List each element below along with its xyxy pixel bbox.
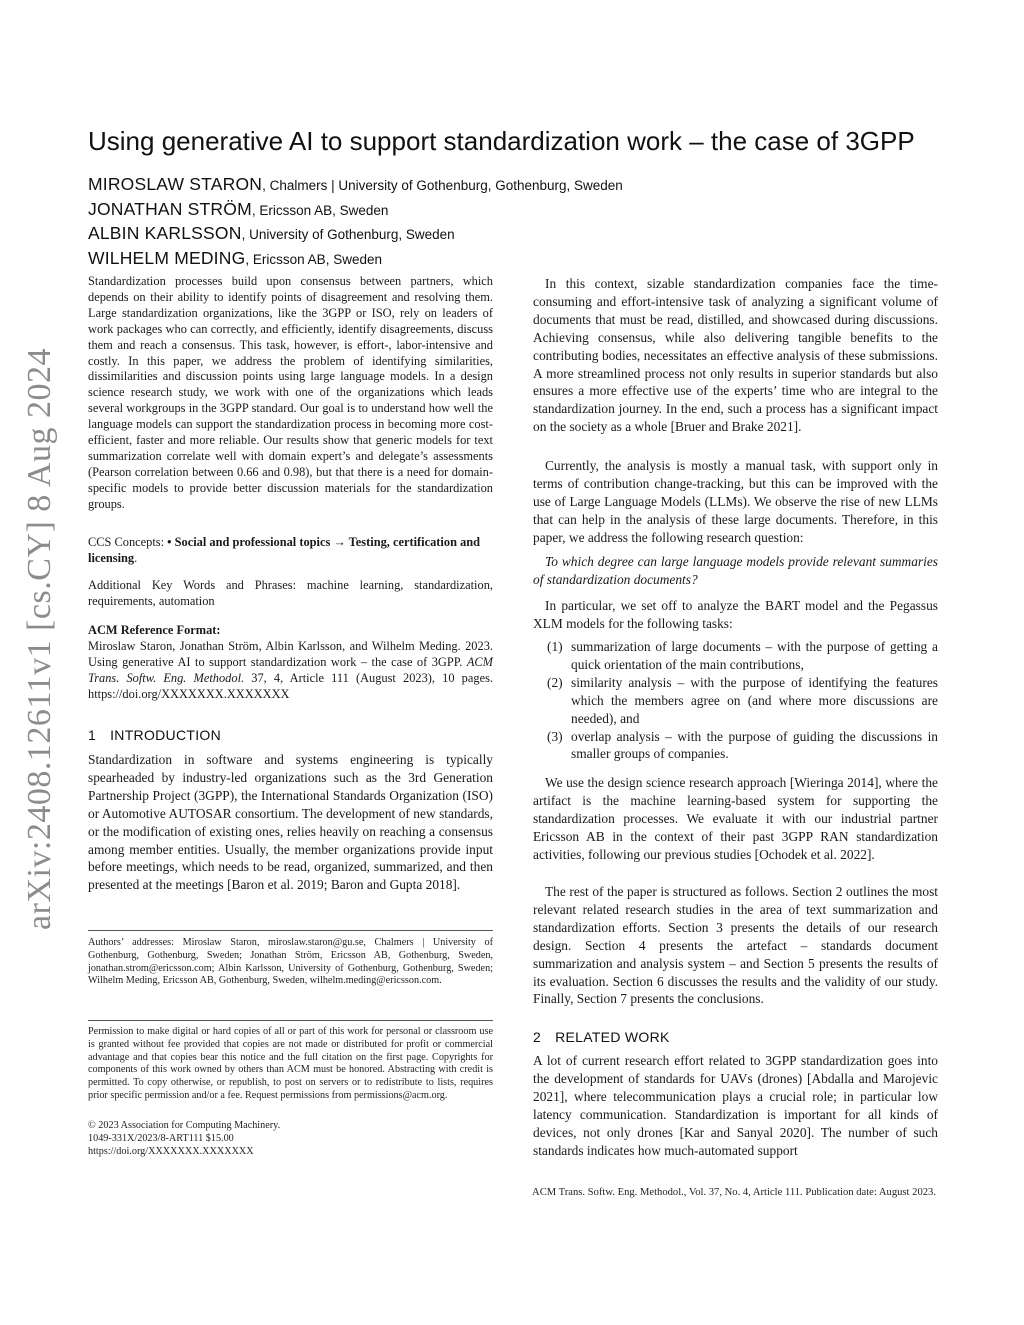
issn-line: 1049-331X/2023/8-ART111 $15.00 bbox=[88, 1133, 234, 1144]
task-number: (2) bbox=[547, 674, 563, 690]
task-item bbox=[533, 638, 938, 674]
task-item bbox=[533, 674, 938, 728]
task-number: (1) bbox=[547, 639, 563, 654]
body-paragraph: The rest of the paper is structured as follows. Section 2 outlines the most relevant related research studies in the area of text summarization and standardization efforts. Section 3 presents the details of our research design. Section 4 presents the artefact – standards document summarization and analysis system – and Section 5 presents the results of its evaluation. Section 6 discusses the results and the validity of our study. Finally, Section 7 presents the conclusions. bbox=[533, 884, 938, 1007]
task-number: (3) bbox=[547, 728, 563, 744]
author-affiliation: , Chalmers | University of Gothenburg, Gothenburg, Sweden bbox=[262, 178, 623, 193]
author-entry bbox=[88, 173, 968, 198]
body-paragraph: Currently, the analysis is mostly a manual task, with support only in terms of contribution change-tracking, but this can be improved with the use of Large Language Models (LLMs). We observe the rise of new LLMs that can help in the analysis of these large documents. Therefore, in this paper, we address the following research question: bbox=[533, 458, 938, 545]
ccs-concepts bbox=[88, 535, 493, 567]
section-heading-introduction bbox=[88, 726, 221, 744]
author-affiliation: , Ericsson AB, Sweden bbox=[251, 202, 389, 218]
permission-divider bbox=[88, 1020, 493, 1021]
task-text: similarity analysis – with the purpose of identifying the features which the members agree on (and where more discussions are needed), and bbox=[571, 674, 938, 726]
introduction-paragraph: Standardization in software and systems engineering is typically spearheaded by industry-led organizations such as the 3rd Generation Partnership Project (3GPP), the International Standards Organization (ISO) or Automotive AUTOSAR consortium. The development of new standards, or the modification of existing ones, relies heavily on reaching a consensus among member entities. Usually, the member organizations provide input before meetings, which needs to be read, organized, summarized, and then presented at the meetings [Baron et al. 2019; Baron and Gupta 2018]. bbox=[88, 752, 493, 893]
arxiv-identifier: arXiv:2408.12611v1 [cs.CY] 8 Aug 2024 bbox=[21, 348, 58, 930]
ccs-end: . bbox=[134, 550, 138, 565]
author-name: ALBIN KARLSSON bbox=[88, 223, 242, 243]
related-work-paragraph: A lot of current research effort related to 3GPP standardization goes into the development of standards for UAVs (drones) [Abdalla and Marojevic 2021], where telecommunication plays a crucial role; in particular low latency communication. Standardization is important for all kinds of devices, not only drones [Kar and Sanyal 2020]. The number of such standards indicates how much-automated support bbox=[533, 1053, 938, 1158]
ccs-concept: • Social and professional topics → Testing, certification and licensing bbox=[88, 535, 481, 565]
body-paragraph: In this context, sizable standardization companies face the time-consuming and effort-intensive task of analyzing a significant volume of documents that must be read, distilled, and showcased during discussions. Achieving consensus, while also delivering tangible benefits to the contributing bodies, necessitates an effective analysis of these submissions. A more streamlined process not only results in superior standards but also ensures a more effective use of the experts’ time who are integral to the standardization journey. In the end, such a process has a significant impact on the society as a whole [Bruer and Brake 2021]. bbox=[533, 276, 938, 435]
research-question: To which degree can large language models provide relevant summaries of standardization documents? bbox=[533, 554, 938, 587]
section-title: INTRODUCTION bbox=[110, 727, 222, 743]
ccs-label: CCS Concepts: bbox=[88, 535, 168, 549]
acm-reference-heading: ACM Reference Format: bbox=[88, 623, 221, 637]
acm-reference-text: Miroslaw Staron, Jonathan Ström, Albin Karlsson, and Wilhelm Meding. 2023. Using generative AI to support standardization work – the case of 3GPP. bbox=[88, 639, 493, 669]
author-entry bbox=[88, 198, 968, 223]
section-title: RELATED WORK bbox=[555, 1029, 670, 1045]
section-number: 2 bbox=[533, 1029, 542, 1045]
paper-title: Using generative AI to support standardization work – the case of 3GPP bbox=[88, 126, 915, 156]
footnote-divider bbox=[88, 930, 493, 931]
permission-notice: Permission to make digital or hard copies of all or part of this work for personal or classroom use is granted without fee provided that copies are not made or distributed for profit or commercial advantage and that copies bear this notice and the full citation on the first page. Copyrights for components of this work owned by others than ACM must be honored. Abstracting with credit is permitted. To copy otherwise, or republish, to post on servers or to redistribute to lists, requires prior specific permission and/or a fee. Request permissions from permissions@acm.org. bbox=[88, 1026, 493, 1101]
author-affiliation: , University of Gothenburg, Sweden bbox=[241, 227, 455, 242]
section-heading-related-work bbox=[533, 1028, 670, 1046]
author-entry bbox=[88, 222, 968, 247]
authors-addresses: Authors’ addresses: Miroslaw Staron, miroslaw.staron@gu.se, Chalmers | University of Gothenburg, Gothenburg, Sweden; Jonathan Ström, Ericsson AB, Gothenburg, Sweden, jonathan.strom@ericsson.com; Albin Karlsson, University of Gothenburg, Gothenburg, Sweden; Wilhelm Meding, Ericsson AB, Gothenburg, Sweden, wilhelm.meding@ericsson.com. bbox=[88, 937, 493, 987]
task-item bbox=[533, 728, 938, 764]
body-paragraph: In particular, we set off to analyze the BART model and the Pegassus XLM models for the following tasks: bbox=[533, 598, 938, 631]
page-footer: ACM Trans. Softw. Eng. Methodol., Vol. 37, No. 4, Article 111. Publication date: August 2023. bbox=[532, 1187, 936, 1198]
author-name: JONATHAN STRÖM bbox=[88, 198, 252, 219]
task-text: summarization of large documents – with the purpose of getting a quick orientation of the main contributions, bbox=[571, 639, 938, 672]
task-list bbox=[533, 638, 938, 763]
acm-reference-journal: ACM Trans. Softw. Eng. Methodol. bbox=[88, 654, 493, 685]
keywords: Additional Key Words and Phrases: machine learning, standardization, requirements, automation bbox=[88, 578, 493, 608]
task-text: overlap analysis – with the purpose of guiding the discussions in smaller groups of companies. bbox=[571, 728, 938, 762]
author-name: WILHELM MEDING bbox=[88, 247, 246, 268]
author-list bbox=[88, 173, 968, 271]
acm-reference-details: 37, 4, Article 111 (August 2023), 10 pages. https://doi.org/XXXXXXX.XXXXXXX bbox=[88, 670, 493, 701]
acm-reference bbox=[88, 639, 493, 703]
author-name: MIROSLAW STARON bbox=[88, 174, 263, 194]
abstract: Standardization processes build upon consensus between partners, which depends on their ability to identify points of disagreement and resolving them. Large standardization organizations, like the 3GPP or ISO, rely on leaders of work packages who can correctly, and efficiently, identify disagreements, discuss them and reach a consensus. This task, however, is effort-, labor-intensive and costly. In this paper, we address the problem of identifying similarities, dissimilarities and discussion points using large language models. In a design science research study, we work with one of the organizations which leads several workgroups in the 3GPP standard. Our goal is to understand how well the language models can support the standardization process in becoming more cost-efficient, faster and more reliable. Our results show that generic models for text summarization correlate well with domain expert’s and delegate’s assessments (Pearson correlation between 0.66 and 0.98), but that there is a need for domain-specific models to provide better discussion materials for the standardization groups. bbox=[88, 274, 493, 511]
body-paragraph: We use the design science research approach [Wieringa 2014], where the artifact is the machine learning-based system for supporting the standardization processes. We evaluate it with our industrial partner Ericsson AB in the context of their past 3GPP RAN standardization activities, following our previous studies [Ochodek et al. 2022]. bbox=[533, 775, 938, 862]
author-entry bbox=[88, 247, 968, 272]
section-number: 1 bbox=[88, 727, 97, 743]
copyright-line: © 2023 Association for Computing Machinery. bbox=[88, 1120, 281, 1131]
author-affiliation: , Ericsson AB, Sweden bbox=[245, 251, 382, 267]
doi-line: https://doi.org/XXXXXXX.XXXXXXX bbox=[88, 1146, 254, 1157]
